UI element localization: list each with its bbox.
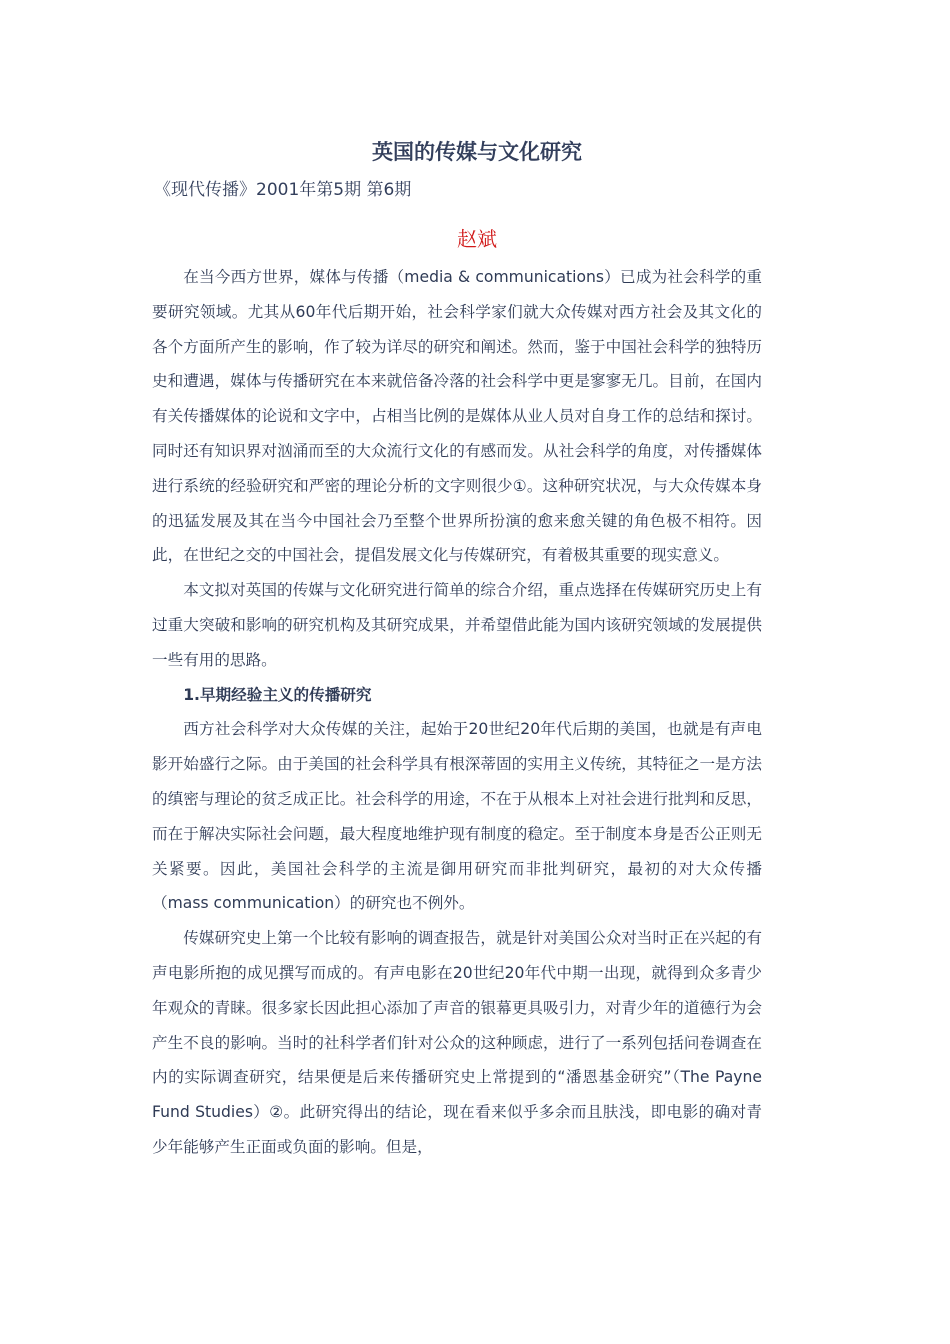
intro-paragraph-1: 在当今西方世界，媒体与传播（media & communications）已成为社会科学的重要研究领域。尤其从60年代后期开始，社会科学家们就大众传媒对西方社会及其文化的各个方面所产生的影响，作了较为详尽的研究和阐述。然而，鉴于中国社会科学的独特历史和遭遇，媒体与传播研究在本来就倍备冷落的社会科学中更是寥寥无几。目前，在国内有关传播媒体的论说和文字中，占相当比例的是媒体从业人员对自身工作的总结和探讨。同时还有知识界对汹涌而至的大众流行文化的有感而发。从社会科学的角度，对传播媒体进行系统的经验研究和严密的理论分析的文字则很少①。这种研究状况，与大众传媒本身的迅猛发展及其在当今中国社会乃至整个世界所扮演的愈来愈关键的角色极不相符。因此，在世纪之交的中国社会，提倡发展文化与传媒研究，有着极其重要的现实意义。 — [152, 268, 762, 565]
intro-paragraph-2: 本文拟对英国的传媒与文化研究进行简单的综合介绍，重点选择在传媒研究历史上有过重大突破和影响的研究机构及其研究成果，并希望借此能为国内该研究领域的发展提供一些有用的思路。 — [152, 581, 762, 669]
article-body — [152, 260, 762, 1165]
article-title: 英国的传媒与文化研究 — [372, 140, 582, 164]
article-source: 《现代传播》2001年第5期 第6期 — [154, 180, 412, 200]
article-author: 赵斌 — [457, 227, 497, 251]
section-paragraph-2: 传媒研究史上第一个比较有影响的调查报告，就是针对美国公众对当时正在兴起的有声电影所抱的成见撰写而成的。有声电影在20世纪20年代中期一出现，就得到众多青少年观众的青睐。很多家长因此担心添加了声音的银幕更具吸引力，对青少年的道德行为会产生不良的影响。当时的社科学者们针对公众的这种顾虑，进行了一系列包括问卷调查在内的实际调查研究，结果便是后来传播研究史上常提到的“潘恩基金研究”（The Payne Fund Studies）②。此研究得出的结论，现在看来似乎多余而且肤浅，即电影的确对青少年能够产生正面或负面的影响。但是， — [152, 929, 762, 1156]
section-heading: 1.早期经验主义的传播研究 — [183, 685, 372, 704]
section-paragraph-1: 西方社会科学对大众传媒的关注，起始于20世纪20年代后期的美国，也就是有声电影开始盛行之际。由于美国的社会科学具有根深蒂固的实用主义传统，其特征之一是方法的缜密与理论的贫乏成正比。社会科学的用途，不在于从根本上对社会进行批判和反思，而在于解决实际社会问题，最大程度地维护现有制度的稳定。至于制度本身是否公正则无关紧要。因此，美国社会科学的主流是御用研究而非批判研究，最初的对大众传播（mass communication）的研究也不例外。 — [152, 720, 762, 913]
